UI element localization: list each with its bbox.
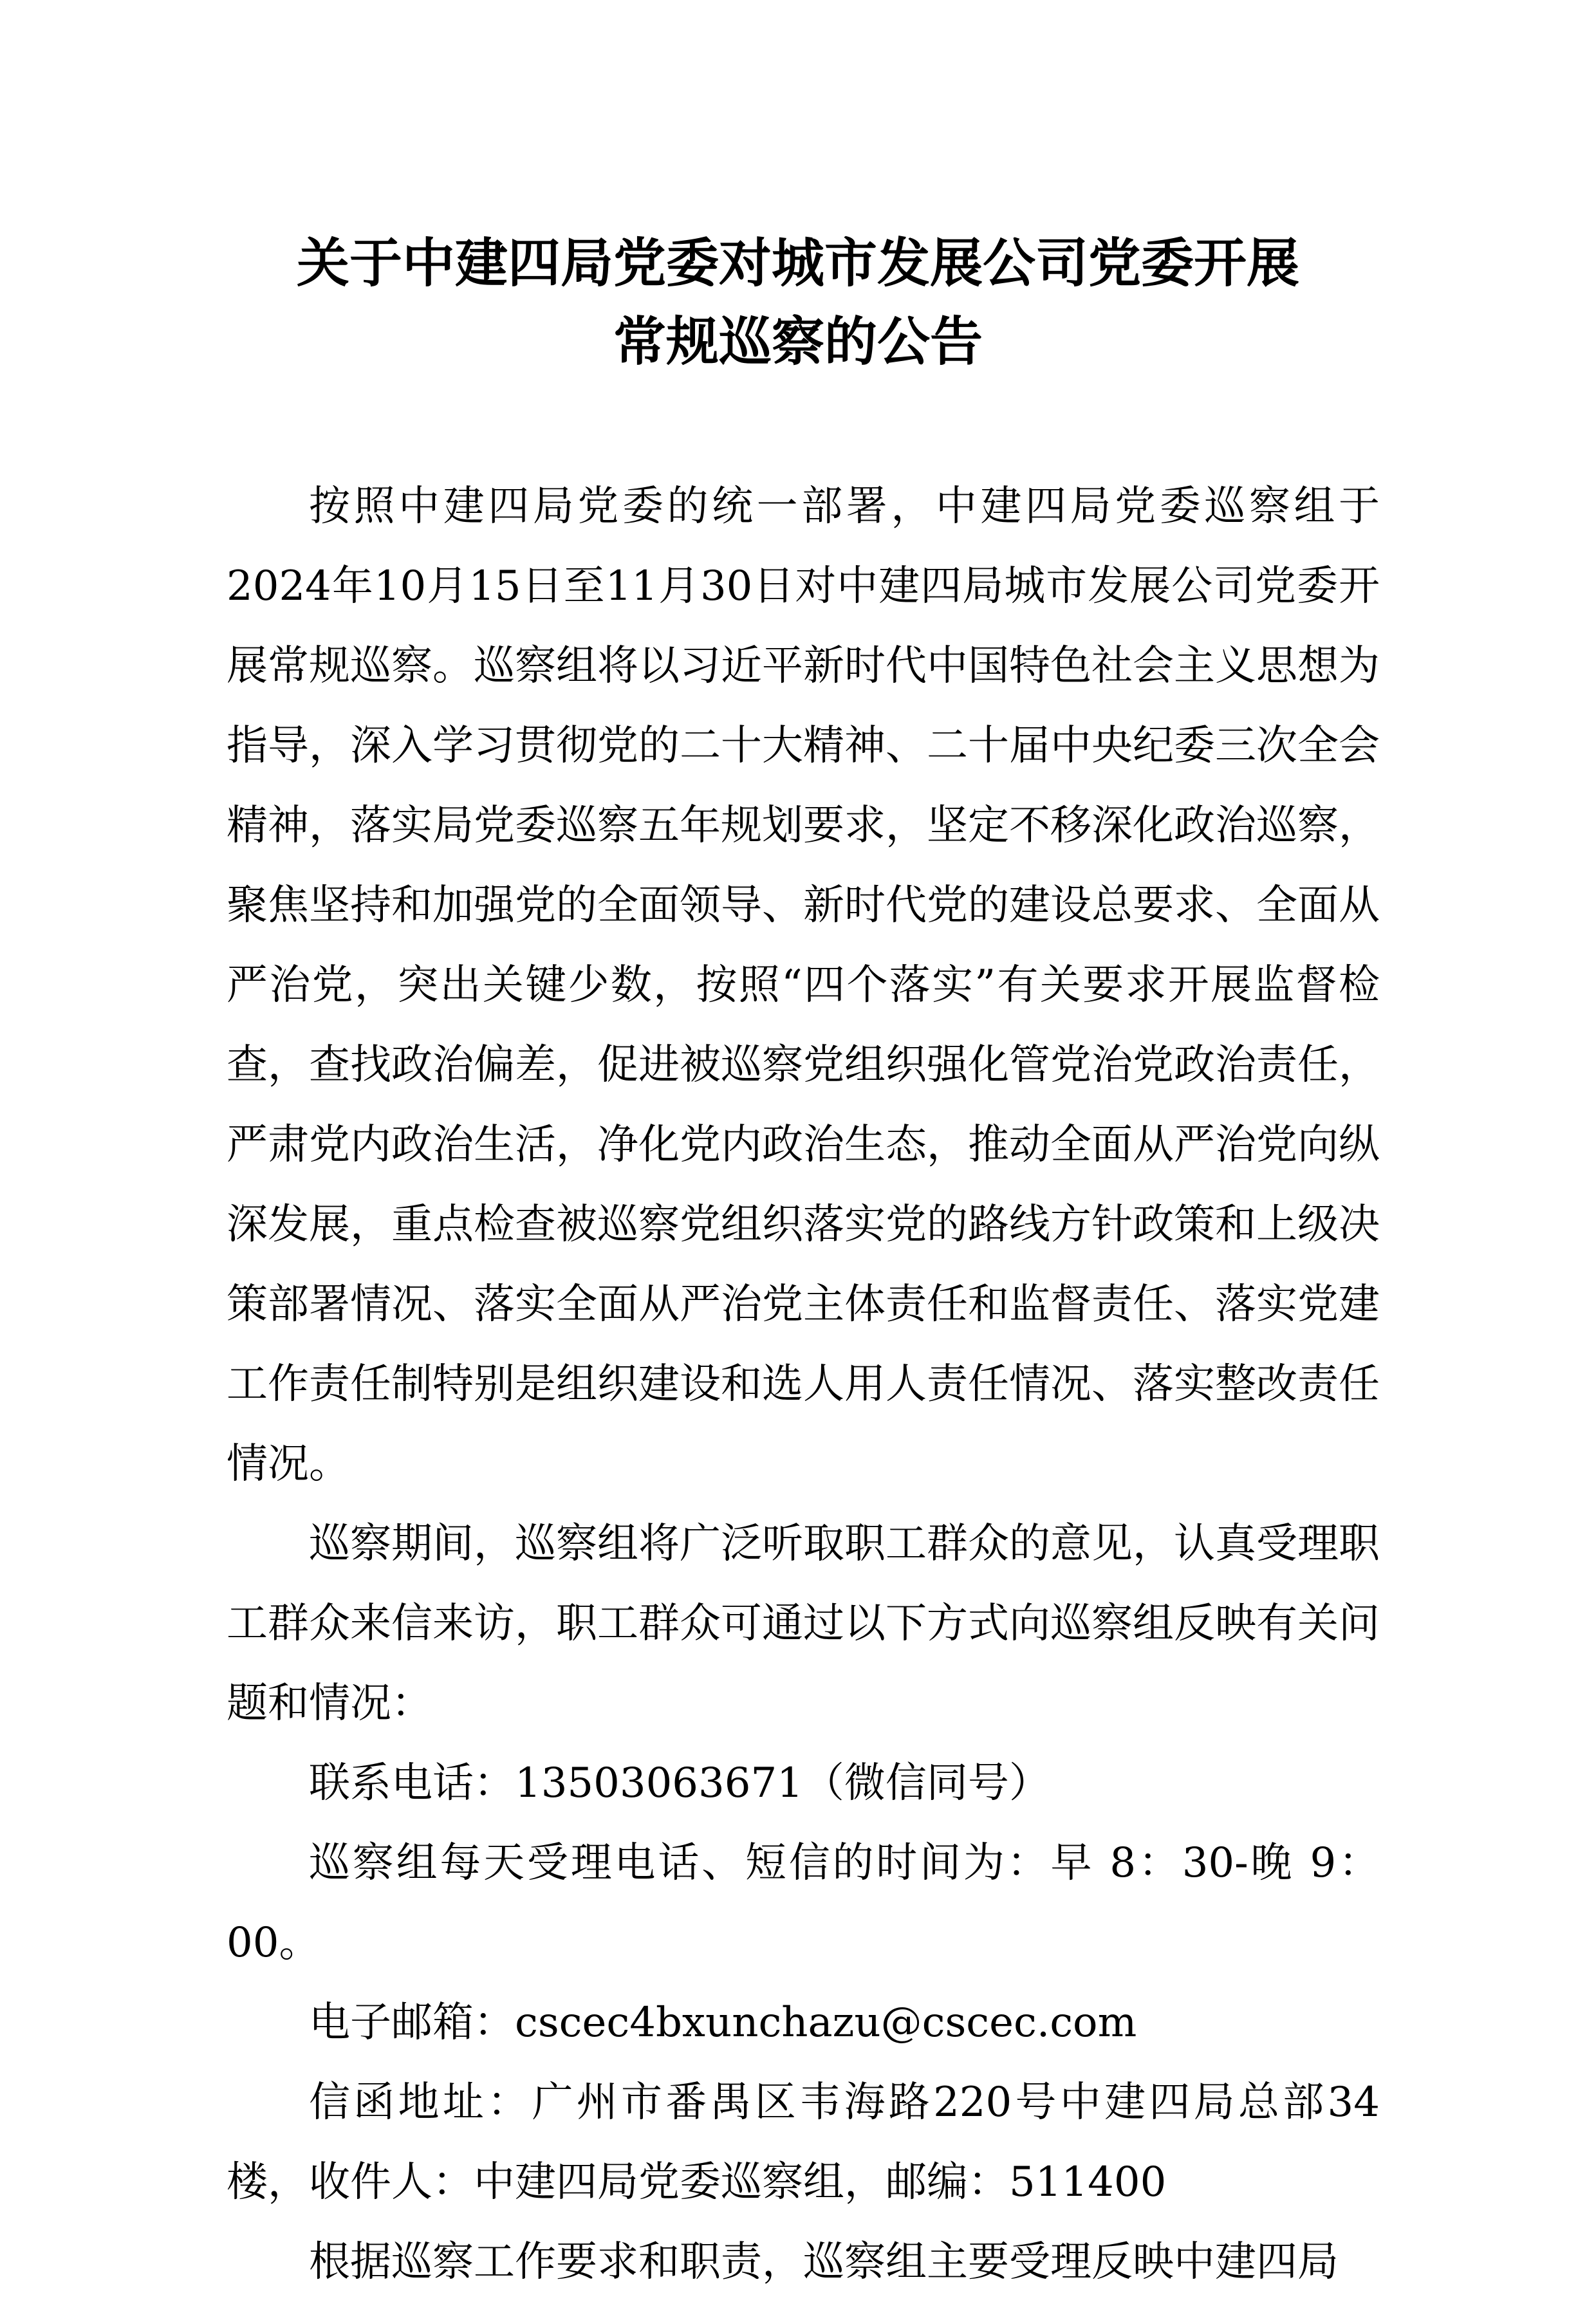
paragraph-address: 信函地址：广州市番禺区韦海路220号中建四局总部34楼，收件人：中建四局党委巡察组，邮编：511400 [227,2079,1380,2206]
paragraph-phone: 联系电话：13503063671（微信同号） [309,1759,1050,1807]
document-body [227,467,1380,2302]
document-title-line-2: 常规巡察的公告 [613,311,983,373]
paragraph-feedback-intro: 巡察期间，巡察组将广泛听取职工群众的意见，认真受理职工群众来信来访，职工群众可通过以下方式向巡察组反映有关问题和情况： [227,1520,1380,1727]
paragraph-hours: 巡察组每天受理电话、短信的时间为：早 8：30-晚 9：00。 [227,1839,1380,1967]
paragraph-email: 电子邮箱：cscec4bxunchazu@cscec.com [309,1999,1137,2047]
paragraph-announcement: 按照中建四局党委的统一部署，中建四局党委巡察组于2024年10月15日至11月30日对中建四局城市发展公司党委开展常规巡察。巡察组将以习近平新时代中国特色社会主义思想为指导，深入学习贯彻党的二十大精神、二十届中央纪委三次全会精神，落实局党委巡察五年规划要求，坚定不移深化政治巡察，聚焦坚持和加强党的全面领导、新时代党的建设总要求、全面从严治党，突出关键少数，按照“四个落实”有关要求开展监督检查，查找政治偏差，促进被巡察党组织强化管党治党政治责任，严肃党内政治生活，净化党内政治生态，推动全面从严治党向纵深发展，重点检查被巡察党组织落实党的路线方针政策和上级决策部署情况、落实全面从严治党主体责任和监督责任、落实党建工作责任制特别是组织建设和选人用人责任情况、落实整改责任情况。 [227,483,1380,1488]
document-title-line-1: 关于中建四局党委对城市发展公司党委开展 [296,233,1299,294]
paragraph-scope: 根据巡察工作要求和职责，巡察组主要受理反映中建四局 [309,2238,1339,2286]
